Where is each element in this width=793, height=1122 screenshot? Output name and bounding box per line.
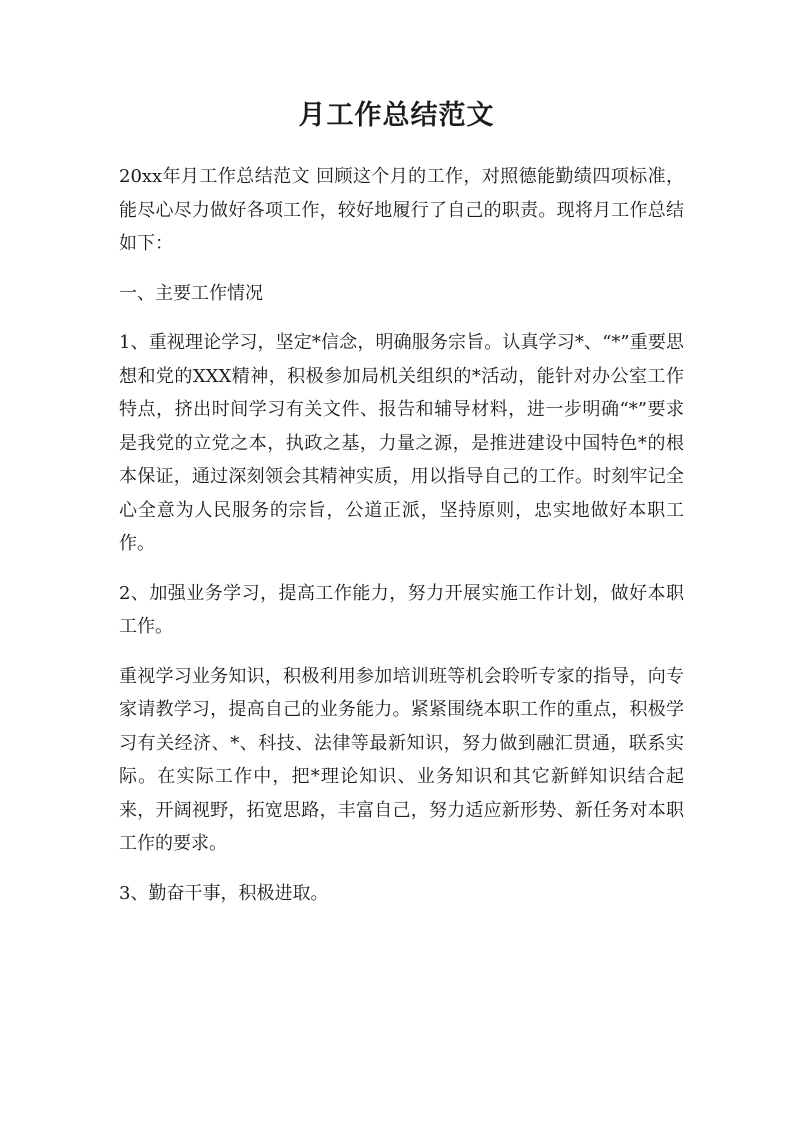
document-body: [119, 160, 684, 926]
paragraph-item-2: 2、加强业务学习，提高工作能力，努力开展实施工作计划，做好本职工作。: [119, 582, 684, 637]
paragraph-section-heading: 一、主要工作情况: [119, 282, 263, 304]
document-title: 月工作总结范文: [298, 100, 495, 131]
paragraph-item-3: 3、勤奋干事，积极进取。: [119, 882, 329, 904]
paragraph-item-1: 1、重视理论学习，坚定*信念，明确服务宗旨。认真学习*、“*”重要思想和党的XXX精神，积极参加局机关组织的*活动，能针对办公室工作特点，挤出时间学习有关文件、报告和辅导材料，进一步明确“*”要求是我党的立党之本，执政之基，力量之源，是推进建设中国特色*的根本保证，通过深刻领会其精神实质，用以指导自己的工作。时刻牢记全心全意为人民服务的宗旨，公道正派，坚持原则，忠实地做好本职工作。: [119, 332, 684, 554]
paragraph-intro: 20xx年月工作总结范文 回顾这个月的工作，对照德能勤绩四项标准，能尽心尽力做好各项工作，较好地履行了自己的职责。现将月工作总结如下：: [119, 166, 684, 254]
paragraph-item-2-detail: 重视学习业务知识，积极利用参加培训班等机会聆听专家的指导，向专家请教学习，提高自己的业务能力。紧紧围绕本职工作的重点，积极学习有关经济、*、科技、法律等最新知识，努力做到融汇贯通，联系实际。在实际工作中，把*理论知识、业务知识和其它新鲜知识结合起来，开阔视野，拓宽思路，丰富自己，努力适应新形势、新任务对本职工作的要求。: [119, 665, 684, 854]
